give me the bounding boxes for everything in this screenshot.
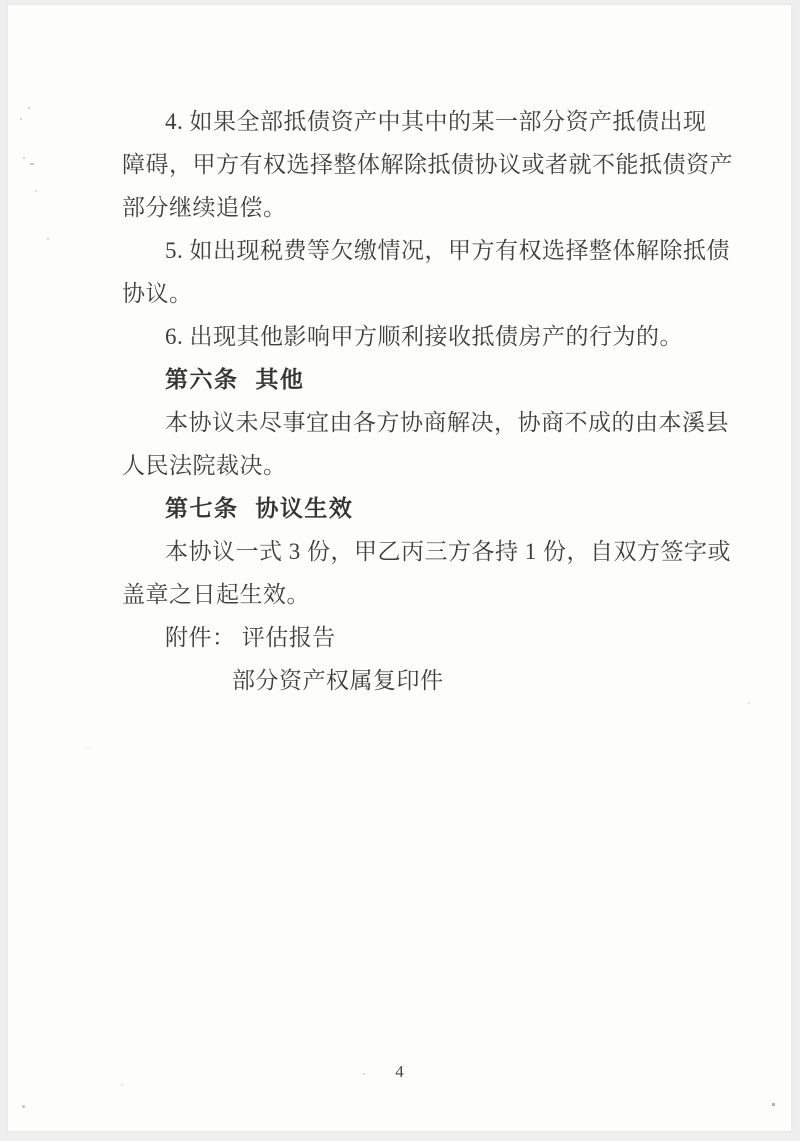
document-line-13: 附件： 评估报告 [165, 625, 336, 650]
scan-speck [23, 157, 25, 159]
scan-speck [121, 1084, 123, 1086]
document-page [8, 5, 791, 1131]
document-line-9: 人民法院裁决。 [122, 453, 287, 478]
document-line-4: 5. 如出现税费等欠缴情况，甲方有权选择整体解除抵债 [165, 238, 730, 263]
document-body [122, 100, 733, 702]
document-line-6: 6. 出现其他影响甲方顺利接收抵债房产的行为的。 [165, 324, 683, 349]
document-line-3: 部分继续追偿。 [122, 195, 287, 220]
document-line-8: 本协议未尽事宜由各方协商解决，协商不成的由本溪县 [165, 410, 729, 435]
scan-speck [47, 238, 49, 240]
page-number: 4 [395, 1062, 404, 1081]
document-line-14: 部分资产权属复印件 [232, 668, 444, 693]
document-line-11: 本协议一式 3 份，甲乙丙三方各持 1 份，自双方签字或 [165, 539, 731, 564]
document-line-2: 障碍，甲方有权选择整体解除抵债协议或者就不能抵债资产 [122, 152, 733, 177]
scan-speck [28, 107, 30, 109]
document-line-12: 盖章之日起生效。 [122, 582, 310, 607]
scan-speck [87, 747, 89, 749]
scan-speck [35, 190, 37, 192]
document-line-7: 第六条 其他 [165, 366, 305, 392]
scan-speck [748, 702, 750, 704]
scan-speck [30, 163, 34, 165]
scan-speck [20, 118, 22, 120]
document-line-1: 4. 如果全部抵债资产中其中的某一部分资产抵债出现 [165, 109, 707, 134]
scan-speck [772, 1103, 775, 1106]
document-line-10: 第七条 协议生效 [165, 495, 354, 521]
document-line-5: 协议。 [122, 281, 193, 306]
scan-speck [363, 1073, 365, 1075]
scan-speck [22, 1105, 25, 1108]
